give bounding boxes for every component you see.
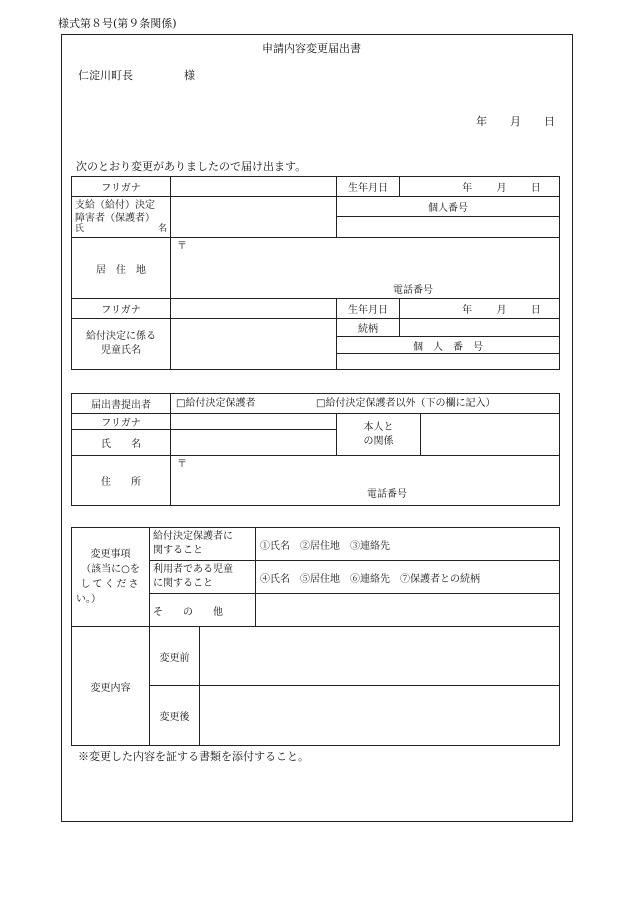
- submitter-furigana-field[interactable]: [171, 414, 337, 430]
- submitter-address-field[interactable]: [171, 456, 560, 506]
- submitter-furigana-label: フリガナ: [72, 414, 171, 430]
- after-label: 変更後: [150, 686, 200, 746]
- submitter-label: 届出書提出者: [72, 394, 171, 414]
- furigana-label: フリガナ: [72, 177, 171, 197]
- change-content-label: 変更内容: [72, 627, 150, 746]
- relation-label: 続柄: [337, 319, 400, 337]
- addressee: 仁淀川町長: [78, 69, 133, 82]
- child-birth-label: 生年月日: [337, 299, 400, 319]
- child-furigana-field[interactable]: [171, 299, 337, 319]
- guardian-name-label: 支給（給付）決定 障害者（保護者） 氏 名: [72, 197, 171, 238]
- child-birth-field[interactable]: 年 月 日: [400, 299, 560, 319]
- submitter-name-label: 氏 名: [72, 430, 171, 456]
- mynumber-label: 個人番号: [337, 197, 560, 217]
- furigana-field[interactable]: [171, 177, 337, 197]
- option-guardian[interactable]: □給付決定保護者: [176, 398, 256, 409]
- postal-mark: 〒: [177, 241, 187, 252]
- birth-year: 年: [462, 183, 473, 194]
- row2-label: 利用者である児童 に関すること: [150, 561, 256, 594]
- honorific: 様: [184, 69, 195, 82]
- row3-label: そ の 他: [150, 594, 256, 627]
- applicant-table: [71, 176, 560, 370]
- form-number: 様式第８号(第９条関係): [58, 17, 177, 30]
- submitter-phone-label: 電話番号: [367, 489, 407, 500]
- date-month: 月: [510, 115, 521, 128]
- mynumber-boxes[interactable]: [337, 217, 560, 238]
- row1-label: 給付決定保護者に 関すること: [150, 528, 256, 561]
- submitter-address-label: 住 所: [72, 456, 171, 506]
- row1-options[interactable]: ①氏名 ②居住地 ③連絡先: [256, 528, 560, 561]
- submitter-name-field[interactable]: [171, 430, 337, 456]
- relation-field[interactable]: [400, 319, 560, 337]
- option-other[interactable]: □給付決定保護者以外（下の欄に記入）: [316, 398, 496, 409]
- submitter-table: [71, 393, 560, 506]
- child-mynumber-boxes[interactable]: [337, 354, 560, 370]
- row3-field[interactable]: [256, 594, 560, 627]
- date-day: 日: [544, 115, 555, 128]
- row2-options[interactable]: ④氏名 ⑤居住地 ⑥連絡先 ⑦保護者との続柄: [256, 561, 560, 594]
- address-field[interactable]: [171, 238, 560, 299]
- submitter-postal-mark: 〒: [177, 459, 187, 470]
- birth-month: 月: [496, 183, 507, 194]
- child-name-field[interactable]: [171, 319, 337, 370]
- after-field[interactable]: [200, 686, 560, 746]
- relation-label: 本人と の関係: [337, 414, 421, 456]
- before-field[interactable]: [200, 627, 560, 686]
- change-table: [71, 527, 560, 746]
- child-furigana-label: フリガナ: [72, 299, 171, 319]
- before-label: 変更前: [150, 627, 200, 686]
- guardian-name-field[interactable]: [171, 197, 337, 238]
- intro-text: 次のとおり変更がありましたので届け出ます。: [76, 160, 307, 173]
- relation-field[interactable]: [421, 414, 560, 456]
- birth-day: 日: [530, 183, 541, 194]
- phone-label: 電話番号: [393, 285, 433, 296]
- birth-label: 生年月日: [337, 177, 400, 197]
- submitter-options: [171, 394, 560, 414]
- change-items-label: 変更事項 （該当に○を してくださ い。）: [72, 528, 150, 627]
- form-title: 申請内容変更届出書: [262, 42, 361, 55]
- footnote: ※変更した内容を証する書類を添付すること。: [78, 750, 309, 763]
- birth-field[interactable]: [400, 177, 560, 197]
- address-label: 居 住 地: [72, 238, 171, 299]
- child-name-label: 給付決定に係る 児童氏名: [72, 319, 171, 370]
- date-year: 年: [476, 115, 487, 128]
- child-mynumber-label: 個 人 番 号: [337, 337, 560, 354]
